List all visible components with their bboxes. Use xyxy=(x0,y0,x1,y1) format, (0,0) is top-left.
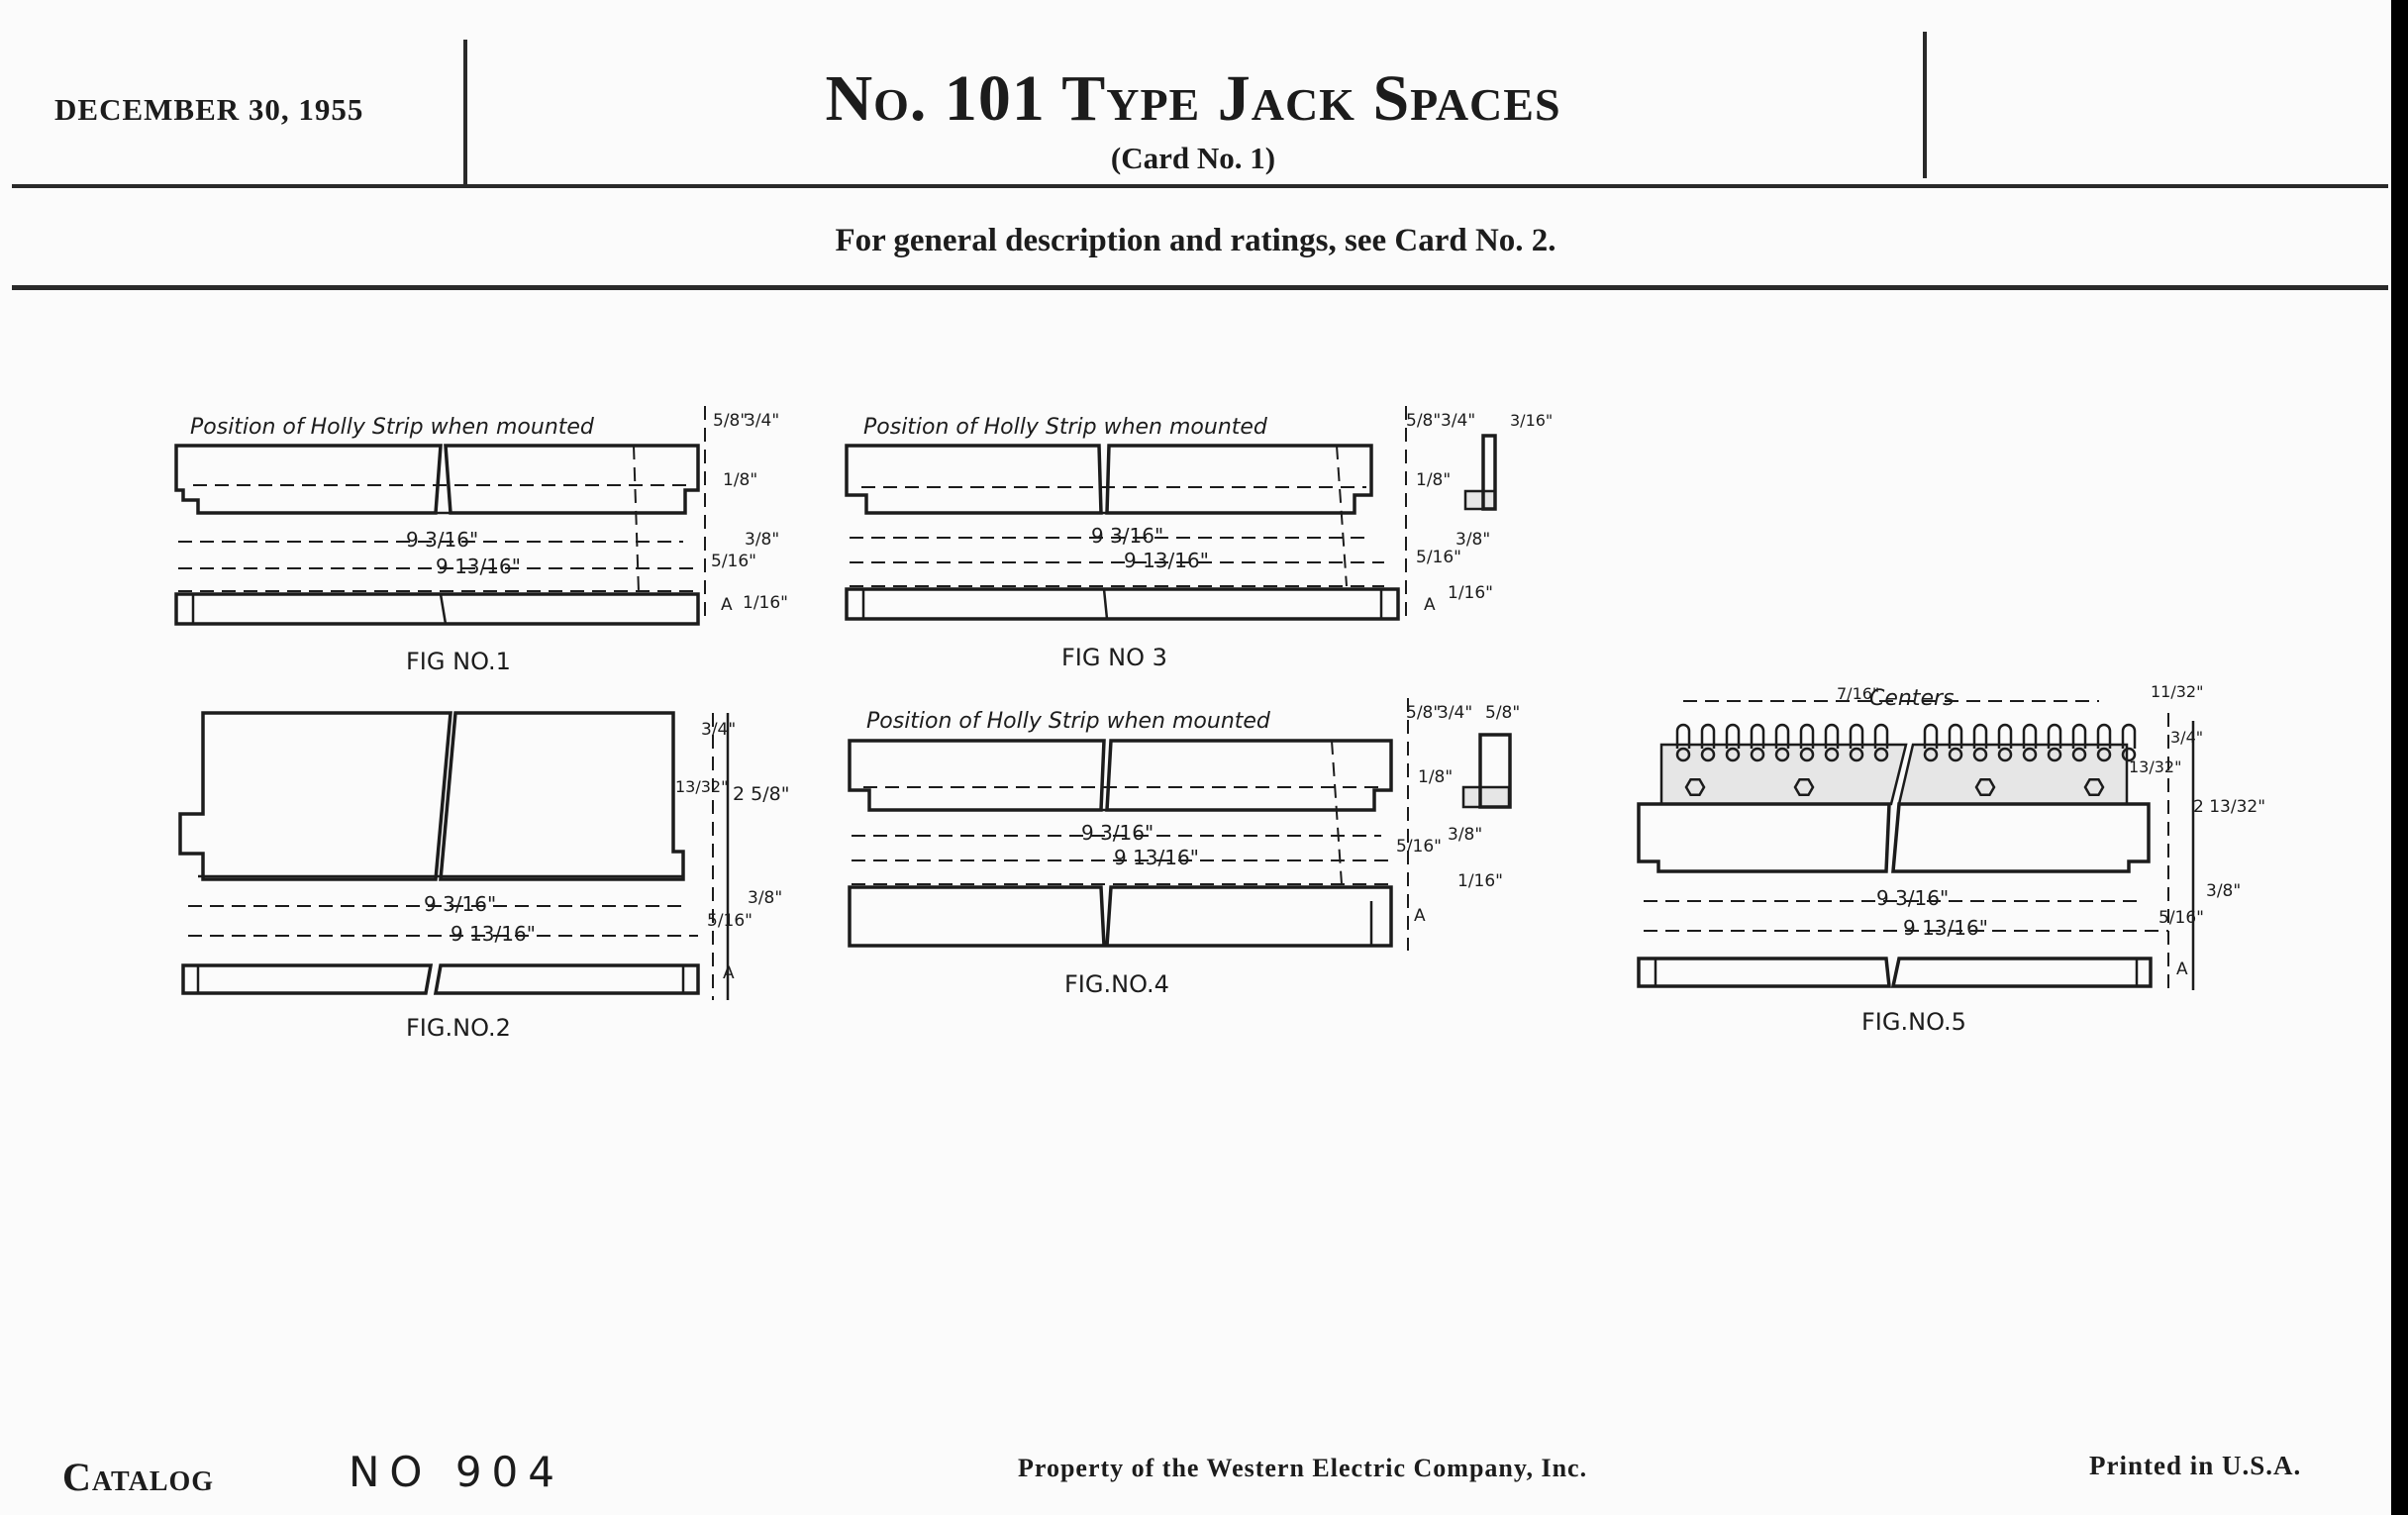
dim-1-8: 1/8" xyxy=(1418,767,1454,787)
catalog-number: NO 904 xyxy=(349,1448,564,1496)
dim-3-4: 3/4" xyxy=(701,720,737,740)
fig5-jack-plate xyxy=(1661,745,2127,804)
fig1-strip-top-right xyxy=(446,446,698,513)
dim-5-8: 5/8" xyxy=(713,411,749,431)
fig5-strip-bottom xyxy=(1639,959,2151,986)
figure-4 xyxy=(850,698,1520,998)
dim-7-16: 7/16" xyxy=(1837,684,1880,703)
figure-5 xyxy=(1639,682,2265,1036)
dim-a: A xyxy=(723,963,735,983)
dim-1-16: 1/16" xyxy=(743,593,788,613)
figure-3 xyxy=(847,406,1553,671)
card-number: (Card No. 1) xyxy=(1110,141,1276,175)
issue-date: DECEMBER 30, 1955 xyxy=(54,92,364,127)
fig4-caption: FIG.NO.4 xyxy=(1064,970,1169,998)
fig4-strip-bottom xyxy=(850,887,1391,946)
dim-1-16: 1/16" xyxy=(1448,583,1493,603)
dim-3-8: 3/8" xyxy=(748,888,783,908)
fig2-panel-right xyxy=(441,713,683,879)
dim-1-16: 1/16" xyxy=(1457,871,1503,891)
holly-strip-label: Position of Holly Strip when mounted xyxy=(190,415,594,440)
dim-3-4: 3/4" xyxy=(2170,728,2204,747)
dim-9-3-16: 9 3/16" xyxy=(1876,886,1950,910)
property-notice: Property of the Western Electric Company, Inc. xyxy=(1018,1454,1588,1482)
dim-5-8: 5/8" xyxy=(1406,411,1442,431)
fig1-strip-top xyxy=(176,446,441,513)
fig4-strip-top-right xyxy=(1107,741,1391,810)
catalog-label: Catalog xyxy=(62,1455,215,1499)
fig2-caption: FIG.NO.2 xyxy=(406,1014,511,1042)
dim-a: A xyxy=(1424,595,1436,615)
printed-notice: Printed in U.S.A. xyxy=(2089,1451,2302,1480)
dim-9-13-16: 9 13/16" xyxy=(1124,549,1209,572)
dim-3-8: 3/8" xyxy=(1448,825,1483,845)
dim-3-8: 3/8" xyxy=(1455,530,1491,550)
fig1-caption: FIG NO.1 xyxy=(406,648,511,675)
dim-9-3-16: 9 3/16" xyxy=(1091,524,1164,548)
dim-5-16: 5/16" xyxy=(711,552,756,571)
dim-5-8: 5/8" xyxy=(1406,703,1442,723)
fig3-strip-top xyxy=(847,446,1101,513)
holly-strip-label: Position of Holly Strip when mounted xyxy=(866,709,1270,734)
dim-13-32: 13/32" xyxy=(2129,758,2182,776)
fig4-strip-top xyxy=(850,741,1104,810)
dim-5-8-bracket: 5/8" xyxy=(1485,703,1521,723)
dim-5-16: 5/16" xyxy=(707,911,752,931)
dim-2-13-32: 2 13/32" xyxy=(2193,797,2266,817)
fig5-caption: FIG.NO.5 xyxy=(1861,1008,1966,1036)
fig1-leader xyxy=(634,446,639,592)
dim-11-32: 11/32" xyxy=(2151,682,2204,701)
dim-5-16: 5/16" xyxy=(2158,908,2204,928)
dim-9-3-16: 9 3/16" xyxy=(424,892,497,916)
dim-9-3-16: 9 3/16" xyxy=(1081,821,1154,845)
fig4-leader xyxy=(1332,741,1342,884)
dim-5-16: 5/16" xyxy=(1416,548,1461,567)
dim-9-13-16: 9 13/16" xyxy=(451,922,536,946)
dim-a: A xyxy=(721,595,733,615)
fig1-strip-bottom xyxy=(176,594,698,624)
page-title: No. 101 Type Jack Spaces xyxy=(825,62,1561,135)
dim-3-4: 3/4" xyxy=(1441,411,1476,431)
dim-3-16: 3/16" xyxy=(1510,411,1554,430)
figure-1 xyxy=(176,406,788,675)
fig3-strip-bottom xyxy=(847,589,1398,619)
fig2-strip-bottom xyxy=(183,965,698,993)
dim-3-4: 3/4" xyxy=(1438,703,1473,723)
dim-9-3-16: 9 3/16" xyxy=(406,528,479,552)
dim-9-13-16: 9 13/16" xyxy=(436,555,521,578)
fig4-bracket xyxy=(1463,787,1509,807)
centers-label: Centers xyxy=(1869,686,1955,711)
dim-9-13-16: 9 13/16" xyxy=(1114,846,1199,869)
fig3-leader xyxy=(1337,446,1347,586)
fig3-caption: FIG NO 3 xyxy=(1061,644,1167,671)
dim-2-5-8: 2 5/8" xyxy=(733,783,790,805)
dim-a: A xyxy=(1414,906,1426,926)
fig1-bottom-break xyxy=(441,594,446,624)
dim-3-8: 3/8" xyxy=(2206,881,2242,901)
dim-13-32: 13/32" xyxy=(675,777,729,796)
fig2-panel xyxy=(180,713,451,879)
fig3-strip-top-right xyxy=(1107,446,1371,513)
fig3-bracket xyxy=(1465,491,1495,509)
figure-2 xyxy=(180,713,789,1042)
dim-3-8: 3/8" xyxy=(745,530,780,550)
dim-1-8: 1/8" xyxy=(1416,470,1452,490)
fig3-bottom-break xyxy=(1104,589,1107,619)
dim-5-16: 5/16" xyxy=(1396,837,1442,857)
holly-strip-label: Position of Holly Strip when mounted xyxy=(863,415,1267,440)
dim-1-8: 1/8" xyxy=(723,470,758,490)
fig5-mounting-bar xyxy=(1639,804,2149,871)
dim-9-13-16: 9 13/16" xyxy=(1903,916,1988,940)
dim-3-4: 3/4" xyxy=(745,411,780,431)
dim-a: A xyxy=(2176,960,2188,979)
reference-note: For general description and ratings, see Card No. 2. xyxy=(835,223,1556,258)
